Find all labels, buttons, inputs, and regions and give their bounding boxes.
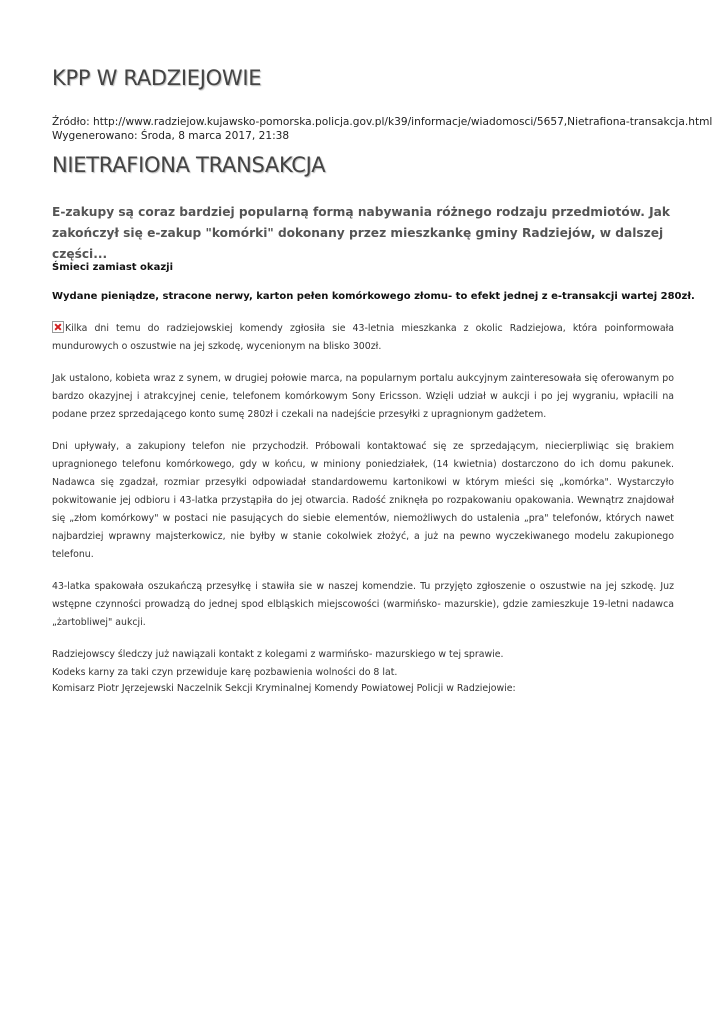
site-title: KPP W RADZIEJOWIE <box>52 66 262 90</box>
paragraph <box>52 320 674 356</box>
subheading-trash: Śmieci zamiast okazji <box>52 262 173 273</box>
signature: Komisarz Piotr Jęrzejewski Naczelnik Sekcji Kryminalnej Komendy Powiatowej Policji w Radziejowie: <box>52 683 516 694</box>
source-line: Źródło: http://www.radziejow.kujawsko-pomorska.policja.gov.pl/k39/informacje/wiadomosci/5657,Nietrafiona-transakcja.html <box>52 116 713 128</box>
broken-image-icon <box>52 321 64 333</box>
document-meta <box>52 115 712 143</box>
paragraph-text: Kilka dni temu do radziejowskiej komendy zgłosiła sie 43-letnia mieszkanka z okolic Radziejowa, która poinformowała mundurowych o oszustwie na jej szkodę, wycenionym na blisko 300zł. <box>52 323 674 352</box>
paragraph: Jak ustalono, kobieta wraz z synem, w drugiej połowie marca, na popularnym portalu aukcyjnym zainteresowała się oferowanym po bardzo okazyjnej i atrakcyjnej cenie, telefonem komórkowym Sony Ericsson. Wzięli udział w aukcji i po jej wygraniu, wpłacili na podane przez sprzedającego konto sumę 280zł i czekali na nadejście przesyłki z upragnionym gadżetem. <box>52 373 674 420</box>
paragraph: Dni upływały, a zakupiony telefon nie przychodził. Próbowali kontaktować się ze sprzedającym, niecierpliwiąc się brakiem upragnionego telefonu komórkowego, gdy w końcu, w miniony poniedziałek, (14 kwietnia) dostarczono do ich domu pakunek. Nadawca się zgadzał, rozmiar przesyłki odpowiadał standardowemu kartonikowi w którym mieści się „komórka". Wystarczyło pokwitowanie jej odbioru i 43-latka przystąpiła do jej otwarcia. Radość zniknęła po rozpakowaniu opakowania. Wewnątrz znajdował się „złom komórkowy" w postaci nie pasujących do siebie elementów, niemożliwych do ustalenia „pra" telefonów, których nawet najbardziej wprawny majsterkowicz, nie byłby w stanie cokolwiek złożyć, a już na pewno wyczekiwanego modelu zakupionego telefonu. <box>52 441 674 560</box>
article-lead: E-zakupy są coraz bardziej popularną formą nabywania różnego rodzaju przedmiotów. Jak zakończył się e-zakup "komórki" dokonany przez mieszkankę gminy Radziejów, w dalszej części... <box>52 205 670 261</box>
closing-line: Kodeks karny za taki czyn przewiduje karę pozbawienia wolności do 8 lat. <box>52 667 398 678</box>
article-title: NIETRAFIONA TRANSAKCJA <box>52 153 326 177</box>
generated-line: Wygenerowano: Środa, 8 marca 2017, 21:38 <box>52 130 290 142</box>
paragraph: 43-latka spakowała oszukańczą przesyłkę i stawiła sie w naszej komendzie. Tu przyjęto zgłoszenie o oszustwie na jej szkodę. Juz wstępne czynności prowadzą do jednej spod elbląskich miejscowości (warmińsko- mazurskie), gdzie zamieszkuje 19-letni nadawca „żartobliwej" aukcji. <box>52 581 674 628</box>
closing-line: Radziejowscy śledczy już nawiązali kontakt z kolegami z warmińsko- mazurskiego w tej sprawie. <box>52 649 504 660</box>
subheading-summary: Wydane pieniądze, stracone nerwy, karton pełen komórkowego złomu- to efekt jednej z e-transakcji wartej 280zł. <box>52 291 695 302</box>
paragraph <box>52 646 674 682</box>
article-body <box>52 320 674 696</box>
